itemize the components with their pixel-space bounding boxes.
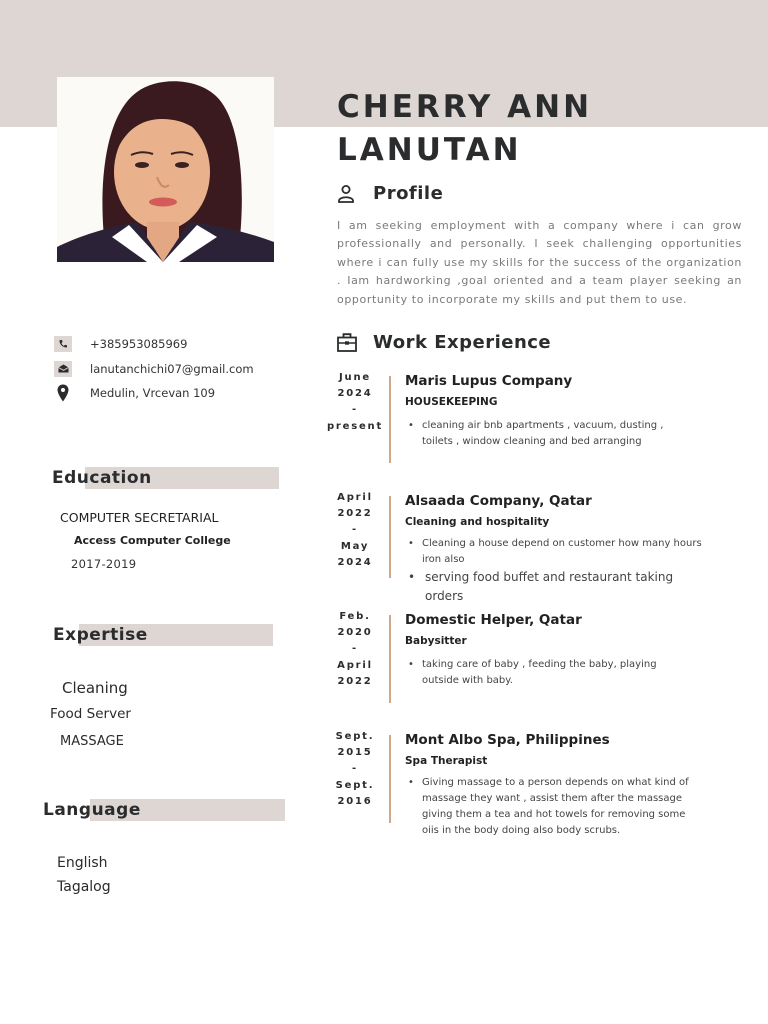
job-duty: • serving food buffet and restaurant taking orders [405,568,705,605]
work-experience-heading-label: Work Experience [373,332,552,353]
date-line: 2016 [337,795,373,807]
job-company: Mont Albo Spa, Philippines [405,732,610,748]
contact-email [54,357,254,382]
timeline-divider [389,735,391,823]
date-line: June [339,372,371,383]
job-role: Spa Therapist [405,755,488,767]
education-heading-label: Education [52,468,152,488]
skill-item: MASSAGE [60,734,124,749]
date-line: April [337,492,373,503]
job-duties [405,775,705,839]
location-pin-icon [54,385,72,401]
date-line: Feb. [339,611,371,622]
work-experience-heading [337,332,551,353]
address: Medulin, Vrcevan 109 [90,386,216,401]
job-date [326,729,384,810]
briefcase-icon [337,333,357,353]
timeline-divider [389,496,391,578]
job-duties [405,536,705,605]
job-role: HOUSEKEEPING [405,396,498,408]
job-duties [405,418,695,450]
skill-item: Food Server [50,706,131,722]
education-school: Access Computer College [74,534,231,547]
job-duty: • cleaning air bnb apartments , vacuum, dusting , toilets , window cleaning and bed arranging [405,418,695,450]
education-degree: COMPUTER SECRETARIAL [60,510,219,525]
job-date [326,370,384,435]
language-item: English [57,855,108,871]
date-line: May [340,540,370,552]
job-company: Domestic Helper, Qatar [405,612,582,628]
job-entry [326,729,746,849]
profile-summary: I am seeking employment with a company where i can grow professionally and personally. I seek challenging opportunities where i can fully use my skills for the success of the organization . Iam hardworking ,goal oriented and a team player seeking an opportunity to incorporate my skills and put them to use. [337,219,742,306]
date-line: - [352,643,358,655]
job-duty: • Giving massage to a person depends on what kind of massage they want , assist them after the massage giving them a tea and hot towels for removing some oiis in the body doing also body scrubs. [405,775,705,839]
job-company: Alsaada Company, Qatar [405,493,592,509]
date-line: 2015 [337,747,373,759]
date-line: 2024 [337,556,373,568]
email-address[interactable]: lanutanchichi07@gmail.com [90,361,254,376]
timeline-divider [389,376,391,463]
job-role: Cleaning and hospitality [405,516,550,528]
date-line: 2022 [337,675,373,687]
expertise-heading-label: Expertise [53,625,148,645]
profile-photo [57,77,274,262]
timeline-divider [389,615,391,703]
date-line: Sept. [335,779,375,791]
contact-address [54,381,254,406]
job-date [326,609,384,690]
language-heading-label: Language [43,800,141,820]
date-line: - [352,404,358,416]
person-icon [337,184,357,204]
contact-phone [54,332,254,357]
date-line: - [352,524,358,536]
full-name [337,86,592,172]
date-line: - [352,763,358,775]
job-entry [326,490,746,610]
job-entry [326,609,746,709]
job-entry [326,370,746,465]
date-line: present [326,420,384,432]
name-line-1: CHERRY ANN [337,89,593,125]
language-item: Tagalog [57,879,111,895]
profile-heading [337,183,443,204]
date-line: 2024 [337,388,373,400]
phone-icon [54,336,72,352]
job-role: Babysitter [405,635,467,647]
job-date [326,490,384,571]
job-duties [405,657,695,689]
phone-number[interactable]: +385953085969 [90,337,188,352]
job-duty: • taking care of baby , feeding the baby, playing outside with baby. [405,657,695,689]
date-line: Sept. [335,731,375,742]
skill-item: Cleaning [62,679,128,697]
profile-heading-label: Profile [373,183,444,204]
education-years: 2017-2019 [71,557,137,571]
date-line: 2020 [337,627,373,639]
contact-info [54,332,254,406]
date-line: 2022 [337,508,373,520]
envelope-icon [54,361,72,377]
name-line-2: LANUTAN [337,132,522,168]
job-company: Maris Lupus Company [405,373,573,389]
job-duty: • Cleaning a house depend on customer how many hours iron also [405,536,705,568]
date-line: April [337,659,373,671]
